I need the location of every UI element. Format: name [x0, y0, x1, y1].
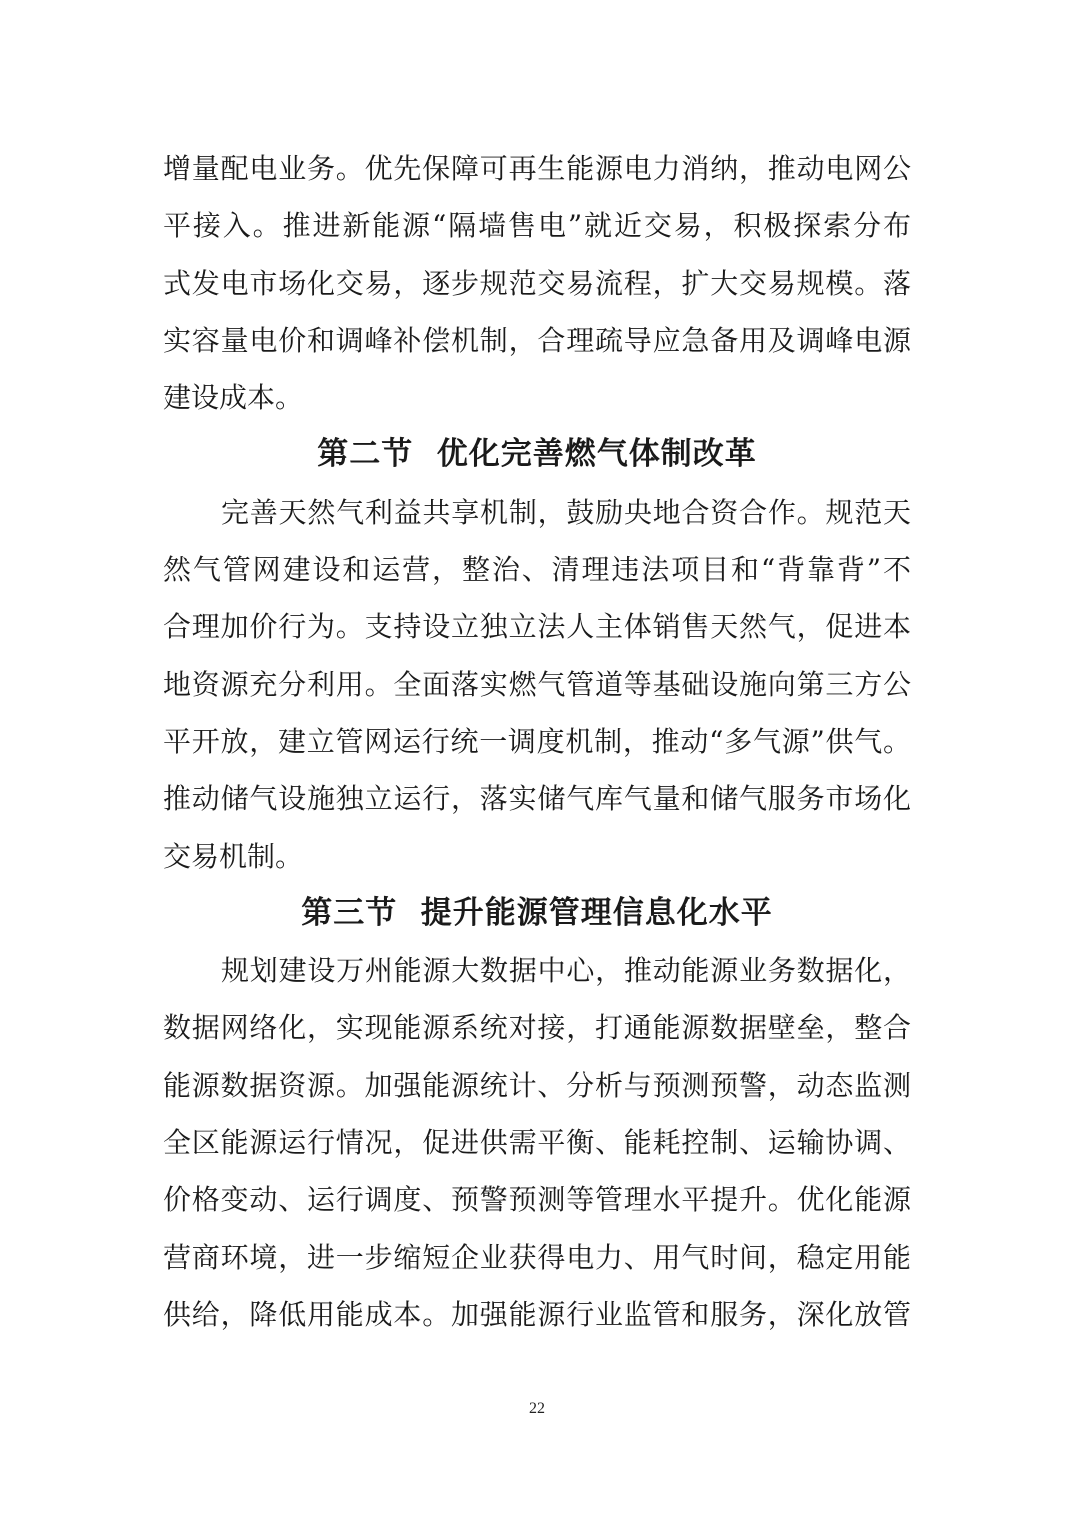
text-line: 推动储气设施独立运行，落实储气库气量和储气服务市场化	[163, 782, 911, 816]
paragraph	[163, 484, 911, 885]
text-line: 平开放，建立管网运行统一调度机制，推动“多气源”供气。	[163, 724, 911, 758]
text-line: 增量配电业务。优先保障可再生能源电力消纳，推动电网公	[163, 152, 911, 185]
text-line: 规划建设万州能源大数据中心，推动能源业务数据化，	[221, 954, 911, 988]
page-number: 22	[529, 1400, 545, 1417]
text-line: 平接入。推进新能源“隔墙售电”就近交易，积极探索分布	[163, 209, 911, 243]
text-line: 然气管网建设和运营，整治、清理违法项目和“背靠背”不	[163, 553, 911, 587]
text-line: 式发电市场化交易，逐步规范交易流程，扩大交易规模。落	[163, 266, 911, 300]
text-line: 交易机制。	[163, 839, 304, 873]
text-line: 地资源充分利用。全面落实燃气管道等基础设施向第三方公	[163, 667, 911, 701]
section-heading: 第二节 优化完善燃气体制改革	[317, 436, 757, 473]
section-heading: 第三节 提升能源管理信息化水平	[301, 894, 773, 931]
text-line: 完善天然气利益共享机制，鼓励央地合资合作。规范天	[221, 495, 911, 529]
text-line: 价格变动、运行调度、预警预测等管理水平提升。优化能源	[163, 1183, 911, 1217]
paragraph	[163, 942, 911, 1343]
text-line: 实容量电价和调峰补偿机制，合理疏导应急备用及调峰电源	[163, 323, 911, 357]
text-line: 供给，降低用能成本。加强能源行业监管和服务，深化放管	[163, 1297, 911, 1331]
text-line: 营商环境，进一步缩短企业获得电力、用气时间，稳定用能	[163, 1240, 911, 1274]
text-line: 数据网络化，实现能源系统对接，打通能源数据壁垒，整合	[163, 1011, 911, 1045]
text-line: 建设成本。	[163, 381, 304, 415]
page-body	[163, 140, 911, 1343]
text-line: 合理加价行为。支持设立独立法人主体销售天然气，促进本	[163, 610, 911, 644]
text-line: 全区能源运行情况，促进供需平衡、能耗控制、运输协调、	[163, 1126, 911, 1160]
paragraph	[163, 140, 911, 426]
text-line: 能源数据资源。加强能源统计、分析与预测预警，动态监测	[163, 1068, 911, 1102]
